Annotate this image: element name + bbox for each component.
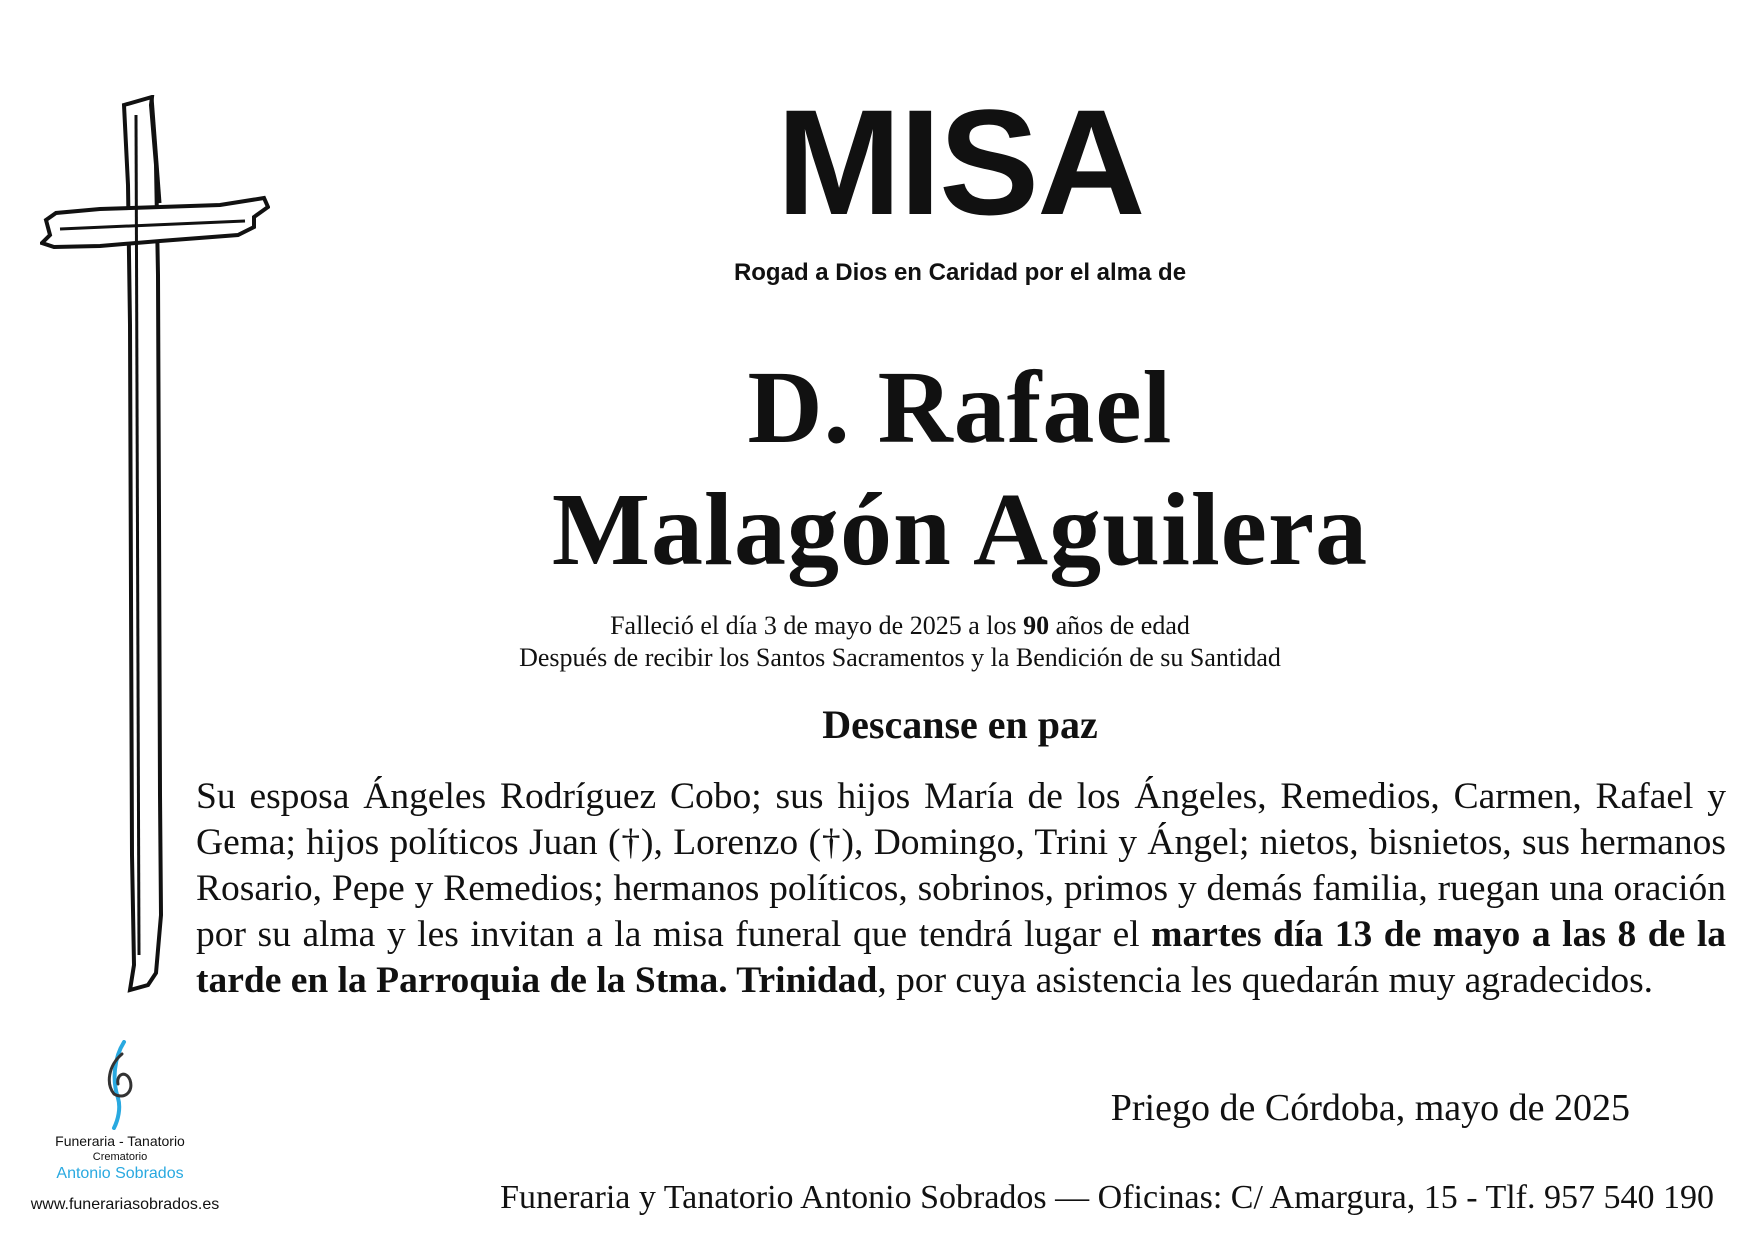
logo-line-brand: Antonio Sobrados (56, 1165, 184, 1182)
death-age: 90 (1023, 611, 1050, 640)
family-message-closing: , por cuya asistencia les quedarán muy agradecidos. (877, 960, 1654, 1001)
page-title: MISA (776, 78, 1144, 246)
mass-details: martes día 13 de mayo a las 8 de la tarde en la Parroquia de la Stma. Trinidad (196, 914, 1726, 1001)
deceased-name-line1: D. Rafael (747, 350, 1173, 465)
place-date: Priego de Córdoba, mayo de 2025 (1110, 1087, 1630, 1129)
footer-contact: Funeraria y Tanatorio Antonio Sobrados — Oficinas: C/ Amargura, 15 - Tlf. 957 540 190 (500, 1179, 1714, 1216)
logo-line-crematorio: Crematorio (92, 1151, 148, 1163)
family-message-text: Su esposa Ángeles Rodríguez Cobo; sus hijos María de los Ángeles, Remedios, Carmen, Rafael y Gema; hijos políticos Juan (†), Lorenzo (†), Domingo, Trini y Ángel; nietos, bisnietos, sus hermanos Rosario, Pepe y Remedios; hermanos políticos, sobrinos, primos y demás familia, ruegan una oración por su alma y les invitan a la misa funeral que tendrá lugar el (196, 776, 1726, 955)
logo-line-funeraria: Funeraria - Tanatorio (55, 1133, 185, 1149)
sacraments-line: Después de recibir los Santos Sacramentos y la Bendición de su Santidad (519, 643, 1281, 672)
feather-logo-icon (96, 1040, 146, 1130)
website-link[interactable]: www.funerariasobrados.es (30, 1196, 220, 1213)
death-info (400, 610, 1400, 642)
death-info-prefix: Falleció el día 3 de mayo de 2025 a los (610, 611, 1024, 640)
family-message (196, 774, 1726, 1004)
death-info-suffix: años de edad (1049, 611, 1190, 640)
subtitle: Rogad a Dios en Caridad por el alma de (733, 259, 1187, 286)
rest-in-peace: Descanse en paz (822, 702, 1098, 747)
deceased-name-line2: Malagón Aguilera (551, 472, 1369, 587)
